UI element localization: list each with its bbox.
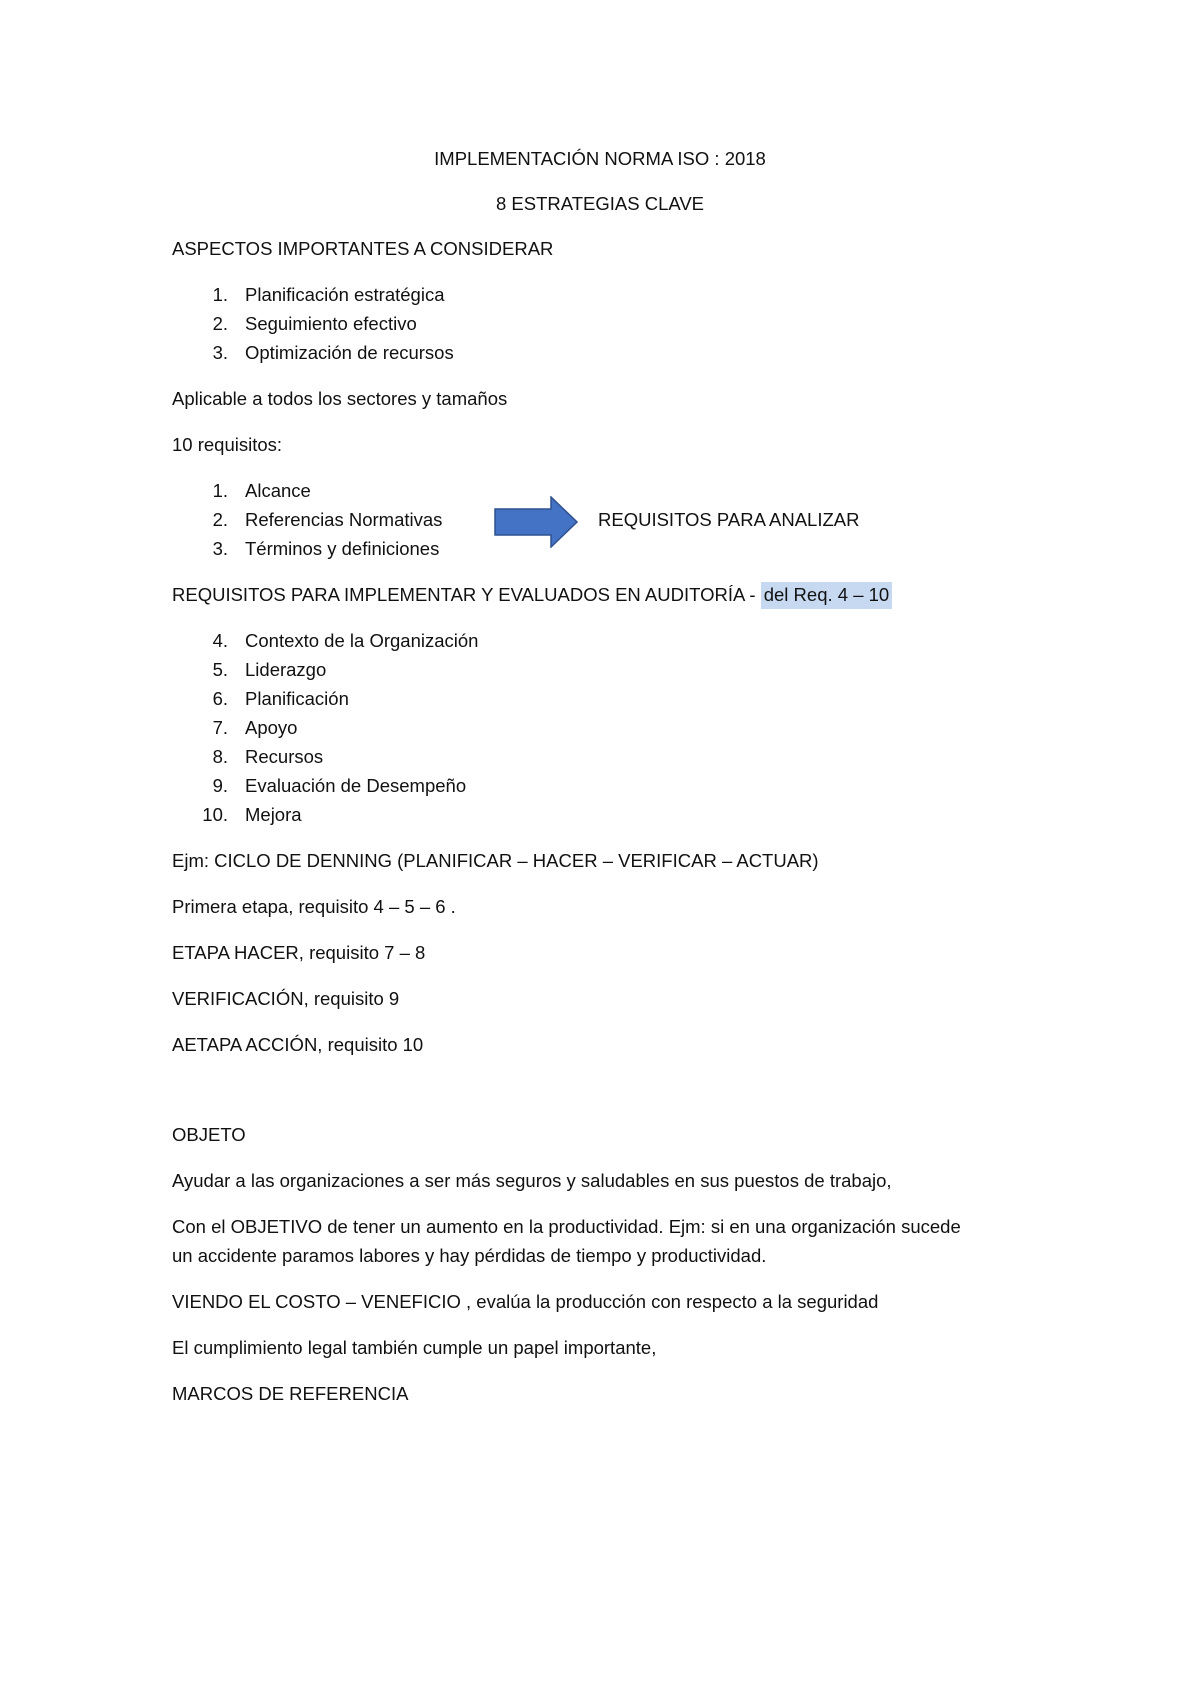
list-item: Apoyo <box>245 717 298 738</box>
list-number: 1. <box>212 284 228 305</box>
list-item: Alcance <box>245 480 311 501</box>
list-number: 7. <box>212 717 228 738</box>
list-item: Planificación <box>245 688 349 709</box>
objeto-paragraph: un accidente paramos labores y hay pérdidas de tiempo y productividad. <box>172 1245 767 1266</box>
list-number: 2. <box>212 313 228 334</box>
objeto-heading: OBJETO <box>172 1124 246 1145</box>
list-number: 9. <box>212 775 228 796</box>
list-item: Términos y definiciones <box>245 538 440 559</box>
list-number: 3. <box>212 538 228 559</box>
objeto-paragraph: VIENDO EL COSTO – VENEFICIO , evalúa la producción con respecto a la seguridad <box>172 1291 879 1312</box>
etapa-line: AETAPA ACCIÓN, requisito 10 <box>172 1034 424 1055</box>
etapa-line: ETAPA HACER, requisito 7 – 8 <box>172 942 426 963</box>
etapa-line: VERIFICACIÓN, requisito 9 <box>172 988 400 1009</box>
aplicable-text: Aplicable a todos los sectores y tamaños <box>172 388 508 409</box>
list-number: 2. <box>212 509 228 530</box>
list-number: 10. <box>202 804 228 825</box>
objeto-paragraph: Con el OBJETIVO de tener un aumento en la productividad. Ejm: si en una organización sucede <box>172 1216 961 1237</box>
list-number: 4. <box>212 630 228 651</box>
list-item: Optimización de recursos <box>245 342 454 363</box>
document-title: IMPLEMENTACIÓN NORMA ISO : 2018 <box>434 148 766 169</box>
implementar-heading <box>172 586 892 605</box>
list-number: 3. <box>212 342 228 363</box>
objeto-paragraph: El cumplimiento legal también cumple un papel importante, <box>172 1337 657 1358</box>
arrow-label: REQUISITOS PARA ANALIZAR <box>598 509 860 530</box>
implementar-heading-text: REQUISITOS PARA IMPLEMENTAR Y EVALUADOS EN AUDITORÍA - <box>172 584 756 605</box>
list-item: Contexto de la Organización <box>245 630 479 651</box>
objeto-paragraph: Ayudar a las organizaciones a ser más seguros y saludables en sus puestos de trabajo, <box>172 1170 892 1191</box>
list-item: Liderazgo <box>245 659 327 680</box>
marcos-heading: MARCOS DE REFERENCIA <box>172 1383 409 1404</box>
list-item: Seguimiento efectivo <box>245 313 417 334</box>
ciclo-text: Ejm: CICLO DE DENNING (PLANIFICAR – HACER – VERIFICAR – ACTUAR) <box>172 850 819 871</box>
list-number: 6. <box>212 688 228 709</box>
document-subtitle: 8 ESTRATEGIAS CLAVE <box>495 193 705 214</box>
list-item: Evaluación de Desempeño <box>245 775 467 796</box>
list-item: Referencias Normativas <box>245 509 443 530</box>
list-number: 8. <box>212 746 228 767</box>
list-item: Planificación estratégica <box>245 284 445 305</box>
list-item: Recursos <box>245 746 324 767</box>
list-number: 5. <box>212 659 228 680</box>
highlighted-range: del Req. 4 – 10 <box>761 582 892 609</box>
list-item: Mejora <box>245 804 302 825</box>
aspectos-heading: ASPECTOS IMPORTANTES A CONSIDERAR <box>172 238 554 259</box>
requisitos-heading: 10 requisitos: <box>172 434 283 455</box>
etapa-line: Primera etapa, requisito 4 – 5 – 6 . <box>172 896 456 917</box>
list-number: 1. <box>212 480 228 501</box>
right-arrow-icon <box>494 496 578 548</box>
